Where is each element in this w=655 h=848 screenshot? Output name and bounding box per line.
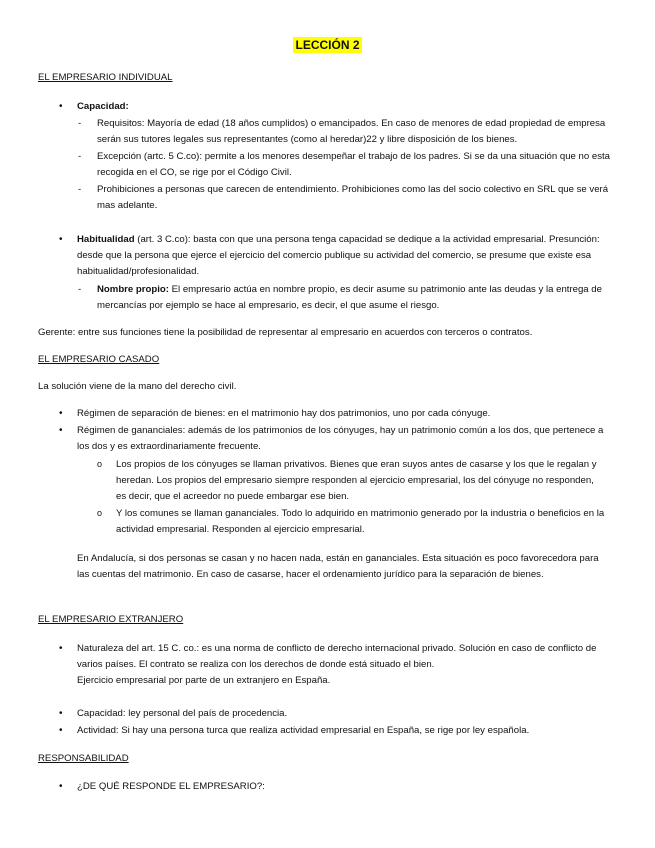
- casado-intro: La solución viene de la mano del derecho civil.: [38, 381, 237, 392]
- bullet-actividad-extranjero: • Actividad: Si hay una persona turca que realiza actividad empresarial en España, se rige por ley española.: [77, 723, 607, 739]
- heading-empresario-individual: EL EMPRESARIO INDIVIDUAL: [38, 72, 173, 83]
- heading-empresario-casado: EL EMPRESARIO CASADO: [38, 354, 160, 365]
- nombre-propio-text: El empresario actúa en nombre propio, es decir asume su patrimonio ante las deudas y la entrega de mercancías por ejemplo se hace al empresario, es decir, el que asume el riesgo.: [97, 284, 602, 311]
- sub-privativos: o Los propios de los cónyuges se llaman privativos. Bienes que eran suyos antes de casarse y los que le regalan y heredan. Los propios del empresario siempre responden al ejercicio empresarial, los del cónyuge no responden, es decir, que el acreedor no puede embargar ese bien.: [116, 457, 606, 504]
- bullet-separacion-bienes: • Régimen de separación de bienes: en el matrimonio hay dos patrimonios, uno por cada cónyuge.: [77, 406, 607, 422]
- title-highlight: LECCIÓN 2: [295, 38, 360, 52]
- capacidad-label: Capacidad:: [77, 101, 129, 112]
- andalucia-paragraph: En Andalucía, si dos personas se casan y no hacen nada, están en gananciales. Esta situación es poco favorecedora para las cuentas del matrimonio. En caso de casarse, hacer el ordenamiento jurídico para la separación de bienes.: [77, 553, 599, 580]
- dash-excepcion: - Excepción (artc. 5 C.co): permite a los menores desempeñar el trabajo de los padres. Si se da una situación que no esta recogida en el CO, se rige por el Código Civil.: [97, 149, 611, 181]
- habitualidad-text: (art. 3 C.co): basta con que una persona tenga capacidad se dedique a la actividad empresarial. Presunción: desde que la persona que ejerce el ejercicio del comercio publique su actividad del comercio, se presume que existe esa habitualidad/profesionalidad.: [77, 234, 600, 277]
- sub-gananciales: o Y los comunes se llaman gananciales. Todo lo adquirido en matrimonio generado por la industria o beneficios en la actividad empresarial. Responden al ejercicio empresarial.: [116, 506, 606, 538]
- ejercicio-extranjero-text: Ejercicio empresarial por parte de un extranjero en España.: [77, 674, 331, 686]
- bullet-gananciales: • Régimen de gananciales: además de los patrimonios de los cónyuges, hay un patrimonio común a los dos, que pertenece a los dos y es extraordinariamente frecuente.: [77, 423, 607, 455]
- nombre-propio-label: Nombre propio:: [97, 284, 169, 295]
- bullet-capacidad: [77, 99, 607, 115]
- page-title: [0, 38, 655, 55]
- bullet-de-que-responde: • ¿DE QUÉ RESPONDE EL EMPRESARIO?:: [77, 779, 607, 795]
- bullet-naturaleza: [77, 641, 607, 688]
- naturaleza-text: Naturaleza del art. 15 C. co.: es una norma de conflicto de derecho internacional privado. Solución en caso de conflicto de varios países. El contrato se realiza con los derechos de donde está situado el bien.: [77, 643, 597, 670]
- bullet-capacidad-extranjero: • Capacidad: ley personal del país de procedencia.: [77, 706, 607, 722]
- habitualidad-label: Habitualidad: [77, 234, 135, 245]
- heading-empresario-extranjero: EL EMPRESARIO EXTRANJERO: [38, 614, 184, 625]
- bullet-habitualidad: [77, 232, 607, 279]
- heading-responsabilidad: RESPONSABILIDAD: [38, 753, 129, 764]
- dash-requisitos: - Requisitos: Mayoría de edad (18 años cumplidos) o emancipados. En caso de menores de edad propiedad de empresa serán sus tutores legales sus representantes (como al heredar)22 y libre disposición de los bienes.: [97, 116, 611, 148]
- dash-prohibiciones: - Prohibiciones a personas que carecen de entendimiento. Prohibiciones como las del socio colectivo en SRL que se verá mas adelante.: [97, 182, 611, 214]
- gerente-paragraph: Gerente: entre sus funciones tiene la posibilidad de representar al empresario en acuerdos con terceros o contratos.: [38, 327, 533, 338]
- dash-nombre-propio: [97, 282, 611, 314]
